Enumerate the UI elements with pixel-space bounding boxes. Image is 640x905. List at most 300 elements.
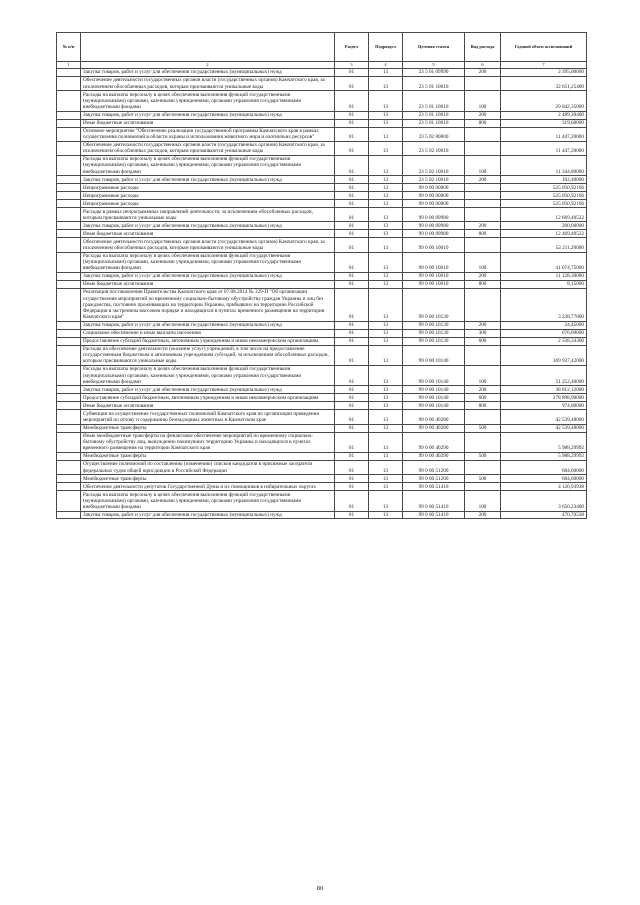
cell-target-article: 99 0 00 40290 [403, 452, 465, 460]
header-name [81, 33, 335, 62]
cell-number [57, 345, 81, 365]
cell-subsection: 13 [369, 76, 403, 90]
cell-name: Иные бюджетные ассигнования [81, 402, 335, 410]
cell-number [57, 192, 81, 200]
cell-number [57, 141, 81, 155]
table-row [57, 337, 587, 345]
table-row [57, 402, 587, 410]
cell-number [57, 200, 81, 208]
cell-number [57, 321, 81, 329]
cell-subsection: 13 [369, 192, 403, 200]
cell-name: Расходы на обеспечение деятельности (оказание услуг) учреждений, в том числе на предоставление государственным бюджетным и автономным учреждениям субсидий, за исключением обособленных расходов, которым присваиваются уникальные коды [81, 345, 335, 365]
cell-subsection: 13 [369, 68, 403, 76]
table-row [57, 68, 587, 76]
cell-number [57, 424, 81, 432]
cell-subsection: 13 [369, 491, 403, 511]
cell-subsection: 13 [369, 111, 403, 119]
cell-number [57, 119, 81, 127]
cell-subsection: 13 [369, 280, 403, 288]
header-annual-amount: Годовой объем ассигнований [501, 33, 587, 62]
cell-expense-type [465, 76, 501, 90]
cell-section: 01 [335, 460, 369, 474]
cell-target-article: 99 0 00 00000 [403, 200, 465, 208]
cell-target-article: 99 0 00 10140 [403, 394, 465, 402]
cell-name: Иные межбюджетные трансферты на финансовое обеспечение мероприятий по временному социально-бытовому обустройству лиц, вынужденно покинувших территорию Украины и находящихся в пунктах временного размещения на территории Камчатского края [81, 432, 335, 452]
cell-expense-type: 600 [465, 337, 501, 345]
cell-section: 01 [335, 111, 369, 119]
cell-name: Обеспечение деятельности государственных органов власти (государственных органов) Камчатского края, за исключением обособленных расходов, которым присваиваются уникальные коды [81, 238, 335, 252]
header-target-article: Целевая статья [403, 33, 465, 62]
table-row [57, 176, 587, 184]
table-row [57, 238, 587, 252]
cell-number [57, 222, 81, 230]
cell-target-article: 23 5 02 10010 [403, 141, 465, 155]
header-row [57, 33, 587, 62]
cell-subsection: 13 [369, 366, 403, 386]
cell-expense-type [465, 432, 501, 452]
cell-amount: 5 988,29992 [501, 452, 587, 460]
cell-number [57, 272, 81, 280]
cell-subsection: 13 [369, 402, 403, 410]
cell-subsection: 13 [369, 119, 403, 127]
cell-number [57, 288, 81, 321]
cell-number [57, 366, 81, 386]
cell-amount: 11 128,30000 [501, 272, 587, 280]
cell-section: 01 [335, 337, 369, 345]
cell-expense-type: 200 [465, 68, 501, 76]
cell-amount: 684,60000 [501, 475, 587, 483]
cell-name: Закупка товаров, работ и услуг для обеспечения государственных (муниципальных) нужд [81, 386, 335, 394]
cell-name: Непрограммные расходы [81, 184, 335, 192]
cell-amount: 319,60000 [501, 119, 587, 127]
cell-target-article: 99 0 00 10140 [403, 366, 465, 386]
table-row [57, 252, 587, 272]
table-row [57, 424, 587, 432]
cell-amount: 5 988,29992 [501, 432, 587, 452]
cell-amount: 974,00000 [501, 402, 587, 410]
cell-expense-type [465, 410, 501, 424]
cell-subsection: 13 [369, 230, 403, 238]
cell-target-article: 99 0 00 40280 [403, 424, 465, 432]
cell-section: 01 [335, 192, 369, 200]
table-row [57, 475, 587, 483]
cell-name: Межбюджетные трансферты [81, 452, 335, 460]
cell-section: 01 [335, 402, 369, 410]
cell-subsection: 13 [369, 452, 403, 460]
cell-name: Закупка товаров, работ и услуг для обеспечения государственных (муниципальных) нужд [81, 222, 335, 230]
cell-name: Закупка товаров, работ и услуг для обеспечения государственных (муниципальных) нужд [81, 511, 335, 519]
cell-amount: 11 447,20000 [501, 127, 587, 141]
cell-section: 01 [335, 76, 369, 90]
cell-section: 01 [335, 424, 369, 432]
cell-expense-type [465, 483, 501, 491]
cell-expense-type: 200 [465, 386, 501, 394]
colnum-4: 4 [369, 61, 403, 68]
cell-subsection: 13 [369, 252, 403, 272]
table-row [57, 192, 587, 200]
page-number: 80 [316, 885, 324, 892]
cell-amount: 32 651,25400 [501, 76, 587, 90]
cell-amount: 12 669,40522 [501, 208, 587, 222]
cell-subsection: 13 [369, 200, 403, 208]
cell-target-article: 99 0 00 09980 [403, 222, 465, 230]
cell-expense-type: 100 [465, 91, 501, 111]
cell-expense-type: 100 [465, 252, 501, 272]
cell-subsection: 13 [369, 394, 403, 402]
cell-name: Предоставление субсидий бюджетным, автономным учреждениям и иным некоммерческим организациям [81, 337, 335, 345]
cell-subsection: 13 [369, 127, 403, 141]
cell-name: Реализация постановления Правительства Камчатского края от 07.08.2014 № 329-П "Об организации осуществления мероприятий по временному социально-бытовому обустройству граждан Украины и лиц без гражданства, постоянно проживающих на территории Украины, прибывших на территорию Российской Федерации в экстренном массовом порядке и находящихся в пунктах временного размещения на территории Камчатского края" [81, 288, 335, 321]
cell-target-article: 99 0 00 10120 [403, 329, 465, 337]
table-row [57, 184, 587, 192]
cell-section: 01 [335, 280, 369, 288]
cell-target-article: 99 0 00 10140 [403, 386, 465, 394]
cell-subsection: 13 [369, 222, 403, 230]
cell-amount: 42 539,48000 [501, 410, 587, 424]
cell-section: 01 [335, 410, 369, 424]
cell-section: 01 [335, 345, 369, 365]
column-number-row [57, 61, 587, 68]
cell-target-article: 99 0 00 00000 [403, 192, 465, 200]
colnum-6: 6 [465, 61, 501, 68]
cell-amount: 8,15000 [501, 280, 587, 288]
cell-section: 01 [335, 68, 369, 76]
cell-section: 01 [335, 432, 369, 452]
cell-number [57, 402, 81, 410]
cell-name: Расходы на выплаты персоналу в целях обеспечения выполнения функций государственными (муниципальными) органами, казенными учреждениями, органами управления государственными внебюджетными фондами [81, 491, 335, 511]
cell-section: 01 [335, 272, 369, 280]
budget-table [56, 32, 587, 519]
cell-amount: 525 050,92166 [501, 184, 587, 192]
cell-number [57, 76, 81, 90]
table-row [57, 155, 587, 175]
cell-subsection: 13 [369, 272, 403, 280]
cell-amount: 2 489,30400 [501, 111, 587, 119]
cell-target-article: 99 0 00 09980 [403, 230, 465, 238]
cell-target-article: 23 5 01 09990 [403, 68, 465, 76]
cell-amount: 470,70538 [501, 511, 587, 519]
cell-name: Иные бюджетные ассигнования [81, 230, 335, 238]
cell-subsection: 13 [369, 155, 403, 175]
cell-number [57, 394, 81, 402]
table-row [57, 491, 587, 511]
cell-expense-type: 200 [465, 176, 501, 184]
cell-name: Иные бюджетные ассигнования [81, 119, 335, 127]
table-row [57, 76, 587, 90]
cell-section: 01 [335, 394, 369, 402]
cell-name: Расходы на выплаты персоналу в целях обеспечения выполнения функций государственными (муниципальными) органами, казенными учреждениями, органами управления государственными внебюджетными фондами [81, 252, 335, 272]
cell-name: Закупка товаров, работ и услуг для обеспечения государственных (муниципальных) нужд [81, 272, 335, 280]
cell-section: 01 [335, 452, 369, 460]
table-row [57, 111, 587, 119]
cell-subsection: 13 [369, 321, 403, 329]
cell-amount: 29 842,35000 [501, 91, 587, 111]
cell-amount: 51 252,40000 [501, 366, 587, 386]
cell-target-article: 99 0 00 10010 [403, 280, 465, 288]
cell-target-article: 23 5 01 10010 [403, 111, 465, 119]
cell-number [57, 475, 81, 483]
cell-amount: 41 074,75000 [501, 252, 587, 272]
cell-name: Межбюджетные трансферты [81, 475, 335, 483]
cell-target-article: 99 0 00 10140 [403, 345, 465, 365]
cell-expense-type: 800 [465, 402, 501, 410]
cell-number [57, 329, 81, 337]
cell-number [57, 68, 81, 76]
cell-amount: 369 937,42000 [501, 345, 587, 365]
colnum-3: 3 [335, 61, 369, 68]
cell-target-article: 99 0 00 51410 [403, 491, 465, 511]
cell-name: Закупка товаров, работ и услуг для обеспечения государственных (муниципальных) нужд [81, 111, 335, 119]
cell-expense-type: 500 [465, 424, 501, 432]
cell-amount: 52 211,20000 [501, 238, 587, 252]
cell-number [57, 208, 81, 222]
cell-amount: 525 050,92166 [501, 192, 587, 200]
cell-target-article: 99 0 00 40290 [403, 432, 465, 452]
cell-subsection: 13 [369, 483, 403, 491]
cell-amount: 24,45000 [501, 321, 587, 329]
cell-name: Социальное обеспечение и иные выплаты населению [81, 329, 335, 337]
cell-amount: 2 538,34300 [501, 337, 587, 345]
cell-section: 01 [335, 184, 369, 192]
cell-number [57, 280, 81, 288]
cell-subsection: 13 [369, 424, 403, 432]
cell-name: Предоставление субсидий бюджетным, автономным учреждениям и иным некоммерческим организациям [81, 394, 335, 402]
table-row [57, 329, 587, 337]
cell-subsection: 13 [369, 511, 403, 519]
colnum-5: 5 [403, 61, 465, 68]
cell-section: 01 [335, 222, 369, 230]
cell-subsection: 13 [369, 91, 403, 111]
cell-number [57, 238, 81, 252]
cell-target-article: 23 5 01 10010 [403, 76, 465, 90]
table-row [57, 288, 587, 321]
colnum-1: 1 [57, 61, 81, 68]
table-row [57, 280, 587, 288]
table-row [57, 127, 587, 141]
cell-expense-type: 100 [465, 491, 501, 511]
cell-expense-type [465, 345, 501, 365]
table-row [57, 511, 587, 519]
table-row [57, 460, 587, 474]
cell-section: 01 [335, 321, 369, 329]
header-section: Раздел [335, 33, 369, 62]
table-row [57, 483, 587, 491]
cell-section: 01 [335, 288, 369, 321]
cell-subsection: 13 [369, 345, 403, 365]
cell-target-article: 99 0 00 10120 [403, 337, 465, 345]
cell-expense-type: 200 [465, 222, 501, 230]
table-row [57, 119, 587, 127]
cell-expense-type [465, 238, 501, 252]
cell-section: 01 [335, 119, 369, 127]
table-row [57, 222, 587, 230]
cell-amount: 684,60000 [501, 460, 587, 474]
cell-expense-type: 500 [465, 452, 501, 460]
header-num: № п/п [57, 33, 81, 62]
cell-amount: 2 395,00000 [501, 68, 587, 76]
cell-section: 01 [335, 483, 369, 491]
table-row [57, 272, 587, 280]
cell-number [57, 410, 81, 424]
cell-expense-type [465, 208, 501, 222]
cell-target-article: 99 0 00 10010 [403, 252, 465, 272]
cell-number [57, 337, 81, 345]
cell-target-article: 99 0 00 10010 [403, 272, 465, 280]
table-row [57, 91, 587, 111]
cell-expense-type [465, 141, 501, 155]
cell-subsection: 13 [369, 176, 403, 184]
cell-name: Обеспечение деятельности государственных органов власти (государственных органов) Камчатского края, за исключением обособленных расходов, которым присваиваются уникальные коды [81, 141, 335, 155]
table-row [57, 452, 587, 460]
cell-target-article: 99 0 00 10010 [403, 238, 465, 252]
cell-expense-type: 100 [465, 366, 501, 386]
cell-subsection: 13 [369, 386, 403, 394]
cell-amount: 676,00000 [501, 329, 587, 337]
cell-target-article: 99 0 00 10120 [403, 288, 465, 321]
cell-number [57, 91, 81, 111]
cell-number [57, 230, 81, 238]
cell-subsection: 13 [369, 288, 403, 321]
table-row [57, 394, 587, 402]
cell-section: 01 [335, 155, 369, 175]
cell-subsection: 13 [369, 410, 403, 424]
header-expense-type: Вид расхода [465, 33, 501, 62]
cell-expense-type [465, 127, 501, 141]
cell-target-article: 99 0 00 51200 [403, 475, 465, 483]
cell-amount: 102,40000 [501, 176, 587, 184]
cell-section: 01 [335, 386, 369, 394]
cell-amount: 278 898,90000 [501, 394, 587, 402]
cell-name: Межбюджетные трансферты [81, 424, 335, 432]
cell-expense-type: 600 [465, 394, 501, 402]
cell-subsection: 13 [369, 184, 403, 192]
cell-name: Обеспечение деятельности государственных органов власти (государственных органов) Камчатского края, за исключением обособленных расходов, которым присваиваются уникальные коды [81, 76, 335, 90]
cell-amount: 4 126,93938 [501, 483, 587, 491]
cell-target-article: 99 0 00 40280 [403, 410, 465, 424]
cell-section: 01 [335, 176, 369, 184]
cell-amount: 525 050,92166 [501, 200, 587, 208]
cell-number [57, 252, 81, 272]
table-row [57, 386, 587, 394]
cell-name: Расходы на выплаты персоналу в целях обеспечения выполнения функций государственными (муниципальными) органами, казенными учреждениями, органами управления государственными внебюджетными фондами [81, 91, 335, 111]
cell-number [57, 460, 81, 474]
cell-section: 01 [335, 475, 369, 483]
cell-section: 01 [335, 200, 369, 208]
cell-target-article: 23 5 02 00000 [403, 127, 465, 141]
cell-number [57, 386, 81, 394]
cell-subsection: 13 [369, 329, 403, 337]
cell-section: 01 [335, 208, 369, 222]
cell-expense-type: 800 [465, 230, 501, 238]
cell-name: Закупка товаров, работ и услуг для обеспечения государственных (муниципальных) нужд [81, 321, 335, 329]
cell-number [57, 491, 81, 511]
cell-number [57, 452, 81, 460]
table-row [57, 321, 587, 329]
cell-amount: 11 447,20000 [501, 141, 587, 155]
cell-amount: 42 539,48000 [501, 424, 587, 432]
cell-expense-type [465, 192, 501, 200]
cell-section: 01 [335, 230, 369, 238]
cell-target-article: 99 0 00 10120 [403, 321, 465, 329]
cell-expense-type: 800 [465, 119, 501, 127]
cell-expense-type [465, 460, 501, 474]
cell-name: Закупка товаров, работ и услуг для обеспечения государственных (муниципальных) нужд [81, 176, 335, 184]
cell-amount: 3 238,77800 [501, 288, 587, 321]
cell-target-article: 99 0 00 00000 [403, 184, 465, 192]
cell-number [57, 511, 81, 519]
colnum-7: 7 [501, 61, 587, 68]
cell-subsection: 13 [369, 475, 403, 483]
table-row [57, 432, 587, 452]
cell-expense-type: 200 [465, 321, 501, 329]
cell-amount: 200,00000 [501, 222, 587, 230]
cell-subsection: 13 [369, 432, 403, 452]
cell-expense-type: 100 [465, 155, 501, 175]
cell-section: 01 [335, 141, 369, 155]
cell-target-article: 99 0 00 09980 [403, 208, 465, 222]
cell-target-article: 99 0 00 51410 [403, 483, 465, 491]
cell-subsection: 13 [369, 141, 403, 155]
cell-subsection: 13 [369, 208, 403, 222]
cell-expense-type: 200 [465, 272, 501, 280]
cell-expense-type [465, 184, 501, 192]
cell-subsection: 13 [369, 460, 403, 474]
cell-amount: 38 812,12000 [501, 386, 587, 394]
cell-target-article: 23 5 01 10010 [403, 119, 465, 127]
table-row [57, 366, 587, 386]
cell-name: Расходы в рамках непрограммных направлений деятельности, за исключением обособленных расходов, которым присваиваются уникальные коды [81, 208, 335, 222]
cell-subsection: 13 [369, 337, 403, 345]
cell-number [57, 483, 81, 491]
cell-section: 01 [335, 366, 369, 386]
cell-name: Обеспечение деятельности депутатов Государственной Думы и их помощников в избирательных округах [81, 483, 335, 491]
cell-target-article: 99 0 00 51410 [403, 511, 465, 519]
cell-name: Основное мероприятие "Обеспечение реализации государственной программы Камчатского края в рамках осуществления полномочий в области охраны и использования животного мира и охотничьих ресурсов" [81, 127, 335, 141]
cell-target-article: 23 5 02 10010 [403, 155, 465, 175]
cell-target-article: 99 0 00 51200 [403, 460, 465, 474]
cell-number [57, 184, 81, 192]
cell-section: 01 [335, 127, 369, 141]
cell-expense-type: 800 [465, 280, 501, 288]
cell-amount: 11 344,80000 [501, 155, 587, 175]
cell-name: Закупка товаров, работ и услуг для обеспечения государственных (муниципальных) нужд [81, 68, 335, 76]
header-subsection: Подраздел [369, 33, 403, 62]
cell-name: Непрограммные расходы [81, 200, 335, 208]
cell-section: 01 [335, 91, 369, 111]
colnum-2: 2 [81, 61, 335, 68]
cell-expense-type [465, 288, 501, 321]
cell-section: 01 [335, 252, 369, 272]
cell-section: 01 [335, 511, 369, 519]
cell-target-article: 23 5 02 10010 [403, 176, 465, 184]
table-row [57, 345, 587, 365]
cell-number [57, 176, 81, 184]
cell-expense-type: 200 [465, 511, 501, 519]
cell-expense-type: 500 [465, 475, 501, 483]
cell-number [57, 111, 81, 119]
cell-name: Иные бюджетные ассигнования [81, 280, 335, 288]
table-row [57, 230, 587, 238]
table-row [57, 200, 587, 208]
cell-name: Осуществление полномочий по составлению (изменению) списков кандидатов в присяжные заседатели федеральных судов общей юрисдикции в Российской Федерации [81, 460, 335, 474]
cell-amount: 3 656,23400 [501, 491, 587, 511]
cell-name: Расходы на выплаты персоналу в целях обеспечения выполнения функций государственными (муниципальными) органами, казенными учреждениями, органами управления государственными внебюджетными фондами [81, 366, 335, 386]
cell-expense-type: 300 [465, 329, 501, 337]
cell-name: Расходы на выплаты персоналу в целях обеспечения выполнения функций государственными (муниципальными) органами, казенными учреждениями, органами управления государственными внебюджетными фондами [81, 155, 335, 175]
table-row [57, 141, 587, 155]
cell-number [57, 432, 81, 452]
cell-section: 01 [335, 329, 369, 337]
